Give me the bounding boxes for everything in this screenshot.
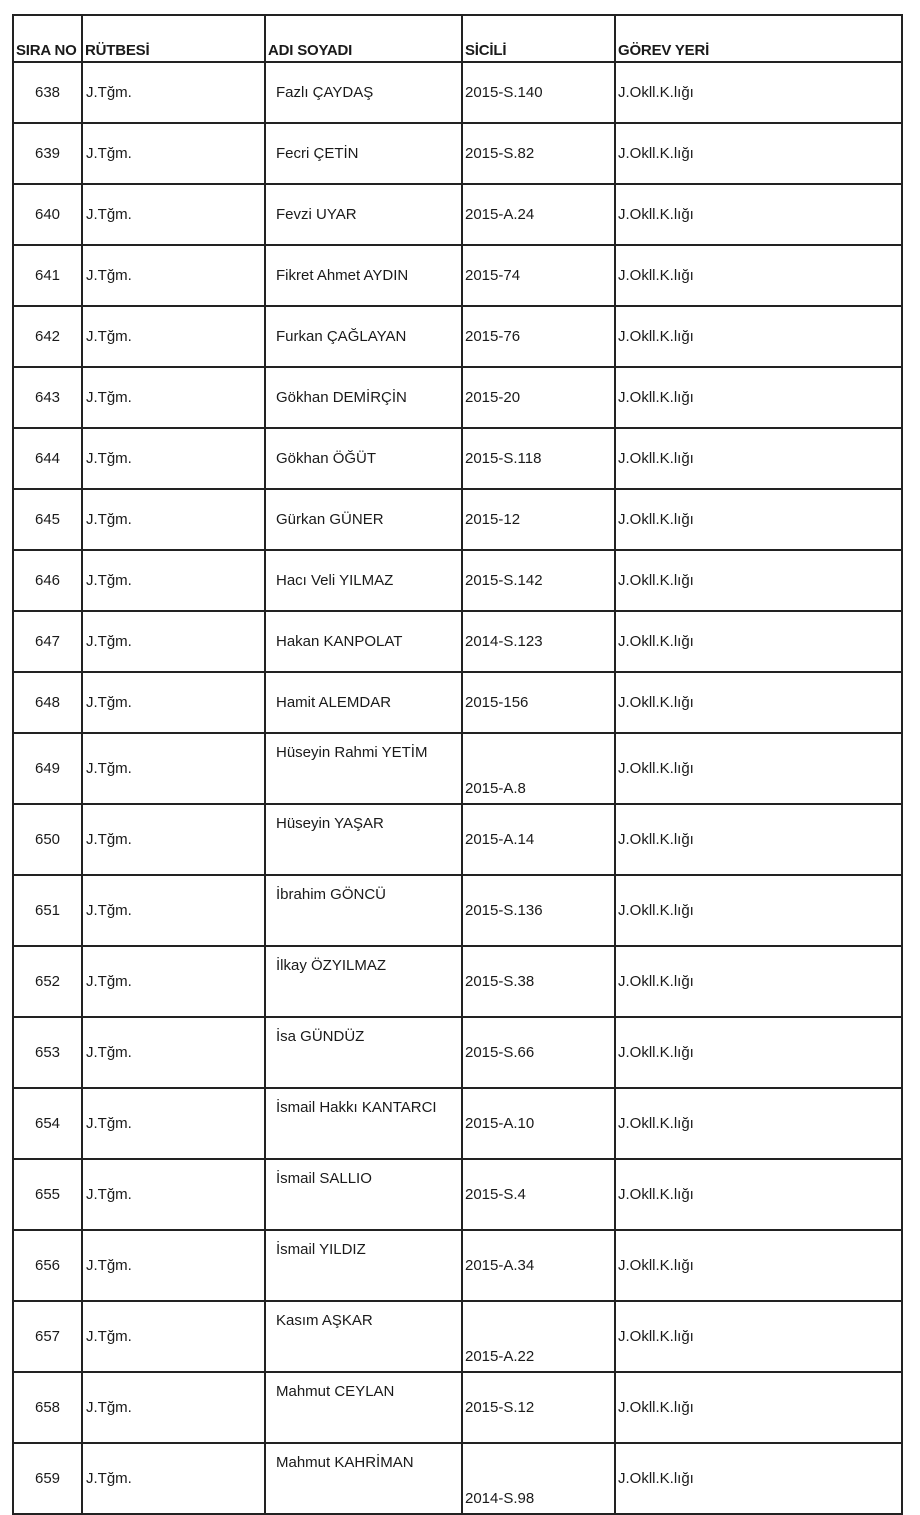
row-sicil: 2015-156 [462, 672, 615, 733]
personnel-table [12, 14, 903, 1515]
row-rutbe: J.Tğm. [82, 550, 265, 611]
row-adi-soyadi: Gökhan ÖĞÜT [265, 428, 462, 489]
row-gorev-yeri: J.Okll.K.lığı [615, 184, 902, 245]
row-adi-soyadi: İsmail SALLIO [265, 1159, 462, 1230]
row-adi-soyadi: İsmail YILDIZ [265, 1230, 462, 1301]
row-gorev-yeri: J.Okll.K.lığı [615, 946, 902, 1017]
row-sicil: 2015-A.10 [462, 1088, 615, 1159]
row-sicil: 2015-S.142 [462, 550, 615, 611]
row-sira-no: 650 [13, 804, 82, 875]
row-sicil: 2014-S.123 [462, 611, 615, 672]
row-rutbe: J.Tğm. [82, 1017, 265, 1088]
table-row [13, 367, 902, 428]
row-sicil: 2015-A.34 [462, 1230, 615, 1301]
row-gorev-yeri: J.Okll.K.lığı [615, 1301, 902, 1372]
row-adi-soyadi: İsa GÜNDÜZ [265, 1017, 462, 1088]
row-sira-no: 651 [13, 875, 82, 946]
row-sicil: 2015-A.22 [462, 1301, 615, 1372]
table-row [13, 245, 902, 306]
row-sicil: 2015-A.24 [462, 184, 615, 245]
row-gorev-yeri: J.Okll.K.lığı [615, 1159, 902, 1230]
table-row [13, 672, 902, 733]
row-rutbe: J.Tğm. [82, 123, 265, 184]
row-adi-soyadi: Hamit ALEMDAR [265, 672, 462, 733]
row-gorev-yeri: J.Okll.K.lığı [615, 611, 902, 672]
row-sicil: 2014-S.98 [462, 1443, 615, 1514]
row-sira-no: 654 [13, 1088, 82, 1159]
table-row [13, 1230, 902, 1301]
table-row [13, 1159, 902, 1230]
row-rutbe: J.Tğm. [82, 62, 265, 123]
row-sira-no: 653 [13, 1017, 82, 1088]
row-sicil: 2015-S.82 [462, 123, 615, 184]
row-rutbe: J.Tğm. [82, 428, 265, 489]
row-rutbe: J.Tğm. [82, 804, 265, 875]
row-adi-soyadi: İlkay ÖZYILMAZ [265, 946, 462, 1017]
row-sicil: 2015-12 [462, 489, 615, 550]
row-sicil: 2015-S.38 [462, 946, 615, 1017]
table-row [13, 489, 902, 550]
row-gorev-yeri: J.Okll.K.lığı [615, 1088, 902, 1159]
row-rutbe: J.Tğm. [82, 1230, 265, 1301]
row-adi-soyadi: Hakan KANPOLAT [265, 611, 462, 672]
row-sicil: 2015-S.12 [462, 1372, 615, 1443]
row-sicil: 2015-74 [462, 245, 615, 306]
header-row [13, 15, 902, 62]
row-sira-no: 655 [13, 1159, 82, 1230]
table-row [13, 306, 902, 367]
row-sira-no: 656 [13, 1230, 82, 1301]
row-sicil: 2015-76 [462, 306, 615, 367]
row-adi-soyadi: Kasım AŞKAR [265, 1301, 462, 1372]
row-sira-no: 642 [13, 306, 82, 367]
row-adi-soyadi: Gürkan GÜNER [265, 489, 462, 550]
row-rutbe: J.Tğm. [82, 306, 265, 367]
row-sicil: 2015-S.136 [462, 875, 615, 946]
table-row [13, 123, 902, 184]
row-sicil: 2015-S.66 [462, 1017, 615, 1088]
row-sira-no: 652 [13, 946, 82, 1017]
table-row [13, 611, 902, 672]
row-gorev-yeri: J.Okll.K.lığı [615, 1230, 902, 1301]
row-sicil: 2015-20 [462, 367, 615, 428]
row-sira-no: 648 [13, 672, 82, 733]
row-rutbe: J.Tğm. [82, 1443, 265, 1514]
row-rutbe: J.Tğm. [82, 1088, 265, 1159]
header-gorev-yeri: GÖREV YERİ [615, 15, 902, 62]
row-gorev-yeri: J.Okll.K.lığı [615, 550, 902, 611]
row-sira-no: 649 [13, 733, 82, 804]
row-adi-soyadi: Fecri ÇETİN [265, 123, 462, 184]
table-row [13, 1017, 902, 1088]
table-row [13, 184, 902, 245]
row-adi-soyadi: Gökhan DEMİRÇİN [265, 367, 462, 428]
table-row [13, 1443, 902, 1514]
table-row [13, 1301, 902, 1372]
document-page [12, 14, 901, 1515]
row-sicil: 2015-A.8 [462, 733, 615, 804]
row-adi-soyadi: İbrahim GÖNCÜ [265, 875, 462, 946]
row-gorev-yeri: J.Okll.K.lığı [615, 875, 902, 946]
row-adi-soyadi: Fevzi UYAR [265, 184, 462, 245]
row-gorev-yeri: J.Okll.K.lığı [615, 245, 902, 306]
table-row [13, 428, 902, 489]
row-sira-no: 646 [13, 550, 82, 611]
row-adi-soyadi: Fazlı ÇAYDAŞ [265, 62, 462, 123]
row-gorev-yeri: J.Okll.K.lığı [615, 672, 902, 733]
table-row [13, 946, 902, 1017]
table-row [13, 62, 902, 123]
header-sicili: SİCİLİ [462, 15, 615, 62]
header-adi-soyadi: ADI SOYADI [265, 15, 462, 62]
row-rutbe: J.Tğm. [82, 184, 265, 245]
row-adi-soyadi: İsmail Hakkı KANTARCI [265, 1088, 462, 1159]
row-adi-soyadi: Furkan ÇAĞLAYAN [265, 306, 462, 367]
row-gorev-yeri: J.Okll.K.lığı [615, 1017, 902, 1088]
row-sira-no: 659 [13, 1443, 82, 1514]
row-gorev-yeri: J.Okll.K.lığı [615, 367, 902, 428]
row-sira-no: 641 [13, 245, 82, 306]
row-rutbe: J.Tğm. [82, 1159, 265, 1230]
row-rutbe: J.Tğm. [82, 367, 265, 428]
row-rutbe: J.Tğm. [82, 245, 265, 306]
row-rutbe: J.Tğm. [82, 733, 265, 804]
table-row [13, 875, 902, 946]
row-gorev-yeri: J.Okll.K.lığı [615, 1443, 902, 1514]
row-rutbe: J.Tğm. [82, 672, 265, 733]
row-rutbe: J.Tğm. [82, 1372, 265, 1443]
row-adi-soyadi: Mahmut KAHRİMAN [265, 1443, 462, 1514]
row-sira-no: 658 [13, 1372, 82, 1443]
row-gorev-yeri: J.Okll.K.lığı [615, 1372, 902, 1443]
row-sicil: 2015-S.118 [462, 428, 615, 489]
row-sira-no: 644 [13, 428, 82, 489]
table-row [13, 550, 902, 611]
row-sicil: 2015-S.140 [462, 62, 615, 123]
row-sicil: 2015-S.4 [462, 1159, 615, 1230]
row-gorev-yeri: J.Okll.K.lığı [615, 804, 902, 875]
row-rutbe: J.Tğm. [82, 489, 265, 550]
row-gorev-yeri: J.Okll.K.lığı [615, 489, 902, 550]
row-sicil: 2015-A.14 [462, 804, 615, 875]
row-gorev-yeri: J.Okll.K.lığı [615, 123, 902, 184]
row-rutbe: J.Tğm. [82, 1301, 265, 1372]
row-sira-no: 638 [13, 62, 82, 123]
row-sira-no: 640 [13, 184, 82, 245]
row-sira-no: 645 [13, 489, 82, 550]
row-sira-no: 647 [13, 611, 82, 672]
row-sira-no: 657 [13, 1301, 82, 1372]
row-rutbe: J.Tğm. [82, 611, 265, 672]
row-rutbe: J.Tğm. [82, 946, 265, 1017]
header-rutbesi: RÜTBESİ [82, 15, 265, 62]
row-gorev-yeri: J.Okll.K.lığı [615, 62, 902, 123]
row-sira-no: 643 [13, 367, 82, 428]
row-adi-soyadi: Mahmut CEYLAN [265, 1372, 462, 1443]
table-row [13, 733, 902, 804]
row-rutbe: J.Tğm. [82, 875, 265, 946]
row-adi-soyadi: Fikret Ahmet AYDIN [265, 245, 462, 306]
row-gorev-yeri: J.Okll.K.lığı [615, 428, 902, 489]
row-adi-soyadi: Hacı Veli YILMAZ [265, 550, 462, 611]
row-sira-no: 639 [13, 123, 82, 184]
row-gorev-yeri: J.Okll.K.lığı [615, 306, 902, 367]
table-row [13, 1372, 902, 1443]
table-row [13, 804, 902, 875]
table-row [13, 1088, 902, 1159]
row-adi-soyadi: Hüseyin Rahmi YETİM [265, 733, 462, 804]
header-sira-no: SIRA NO [13, 15, 82, 62]
row-gorev-yeri: J.Okll.K.lığı [615, 733, 902, 804]
row-adi-soyadi: Hüseyin YAŞAR [265, 804, 462, 875]
